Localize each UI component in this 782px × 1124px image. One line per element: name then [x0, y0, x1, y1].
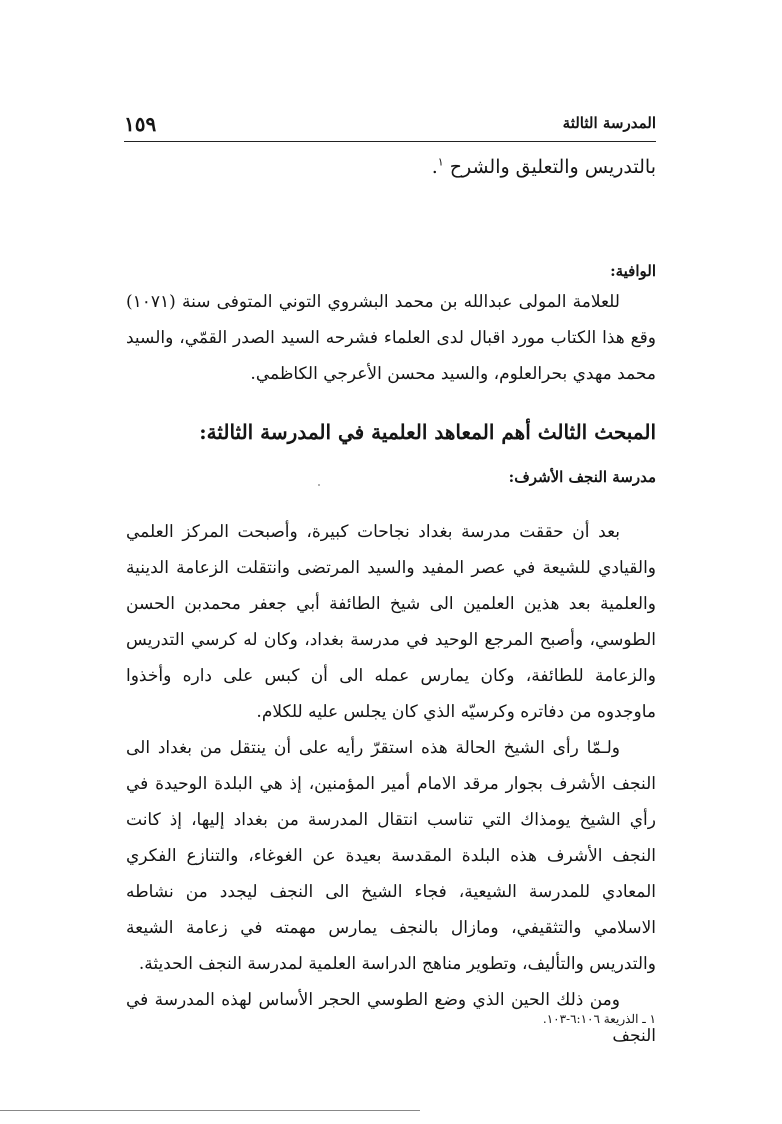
- najaf-paragraph-3: ومن ذلك الحين الذي وضع الطوسي الحجر الأساس لهذه المدرسة في النجف: [126, 990, 656, 1046]
- wafiya-paragraph: للعلامة المولى عبدالله بن محمد البشروي التوني المتوفى سنة (١٠٧١) وقع هذا الكتاب مورد اقبال لدى العلماء فشرحه السيد الصدر القمّي، والسيد محمد مهدي بحرالعلوم، والسيد محسن الأعرجي الكاظمي.: [126, 292, 656, 384]
- scan-speck: [318, 484, 320, 486]
- opening-line-end: .: [431, 156, 438, 178]
- running-head: المدرسة الثالثة: [562, 114, 656, 132]
- section-title: المبحث الثالث أهم المعاهد العلمية في المدرسة الثالثة:: [199, 420, 656, 444]
- najaf-paragraph-2: ولـمّا رأى الشيخ الحالة هذه استقرّ رأيه على أن ينتقل من بغداد الى النجف الأشرف بجوار مرقد الامام أمير المؤمنين، إذ هي البلدة الوحيدة في رأي الشيخ يومذاك التي تناسب انتقال المدرسة من بغداد إليها، إذ كانت النجف الأشرف هذه البلدة المقدسة بعيدة عن الغوغاء، والتنازع الفكري المعادي للمدرسة الشيعية، فجاء الشيخ الى النجف ليجدد من نشاطه الاسلامي والتثقيفي، ومازال بالنجف يمارس مهمته في زعامة الشيعة والتدريس والتأليف، وتطوير مناهج الدراسة العلمية لمدرسة النجف الحديثة.: [126, 738, 656, 974]
- najaf-paragraph-1: بعد أن حققت مدرسة بغداد نجاحات كبيرة، وأصبحت المركز العلمي والقيادي للشيعة في عصر المفيد والسيد المرتضى وانتقلت الزعامة الدينية والعلمية بعد هذين العلمين الى شيخ الطائفة أبي جعفر محمدبن الحسن الطوسي، وأصبح المرجع الوحيد في مدرسة بغداد، وكان له كرسي التدريس والزعامة للطائفة، وكان يمارس عمله الى أن كبس على داره وأخذوا ماوجدوه من دفاتره وكرسيّه الذي كان يجلس عليه للكلام.: [126, 522, 656, 722]
- wafiya-section: [126, 284, 656, 392]
- najaf-section: [126, 514, 656, 1054]
- wafiya-heading: الوافية:: [610, 262, 656, 280]
- opening-line-text: بالتدريس والتعليق والشرح: [449, 156, 656, 178]
- najaf-heading: مدرسة النجف الأشرف:: [508, 468, 656, 486]
- footnote-reference: ١: [437, 155, 444, 169]
- page-number: ١٥٩: [124, 112, 157, 136]
- scan-edge-line: [0, 1110, 420, 1111]
- opening-line: [126, 156, 656, 178]
- header-rule: [124, 141, 656, 142]
- page-header: [124, 112, 656, 138]
- footnote: ١ ـ الذريعة ٦:١٠٦-١٠٣.: [542, 1012, 656, 1026]
